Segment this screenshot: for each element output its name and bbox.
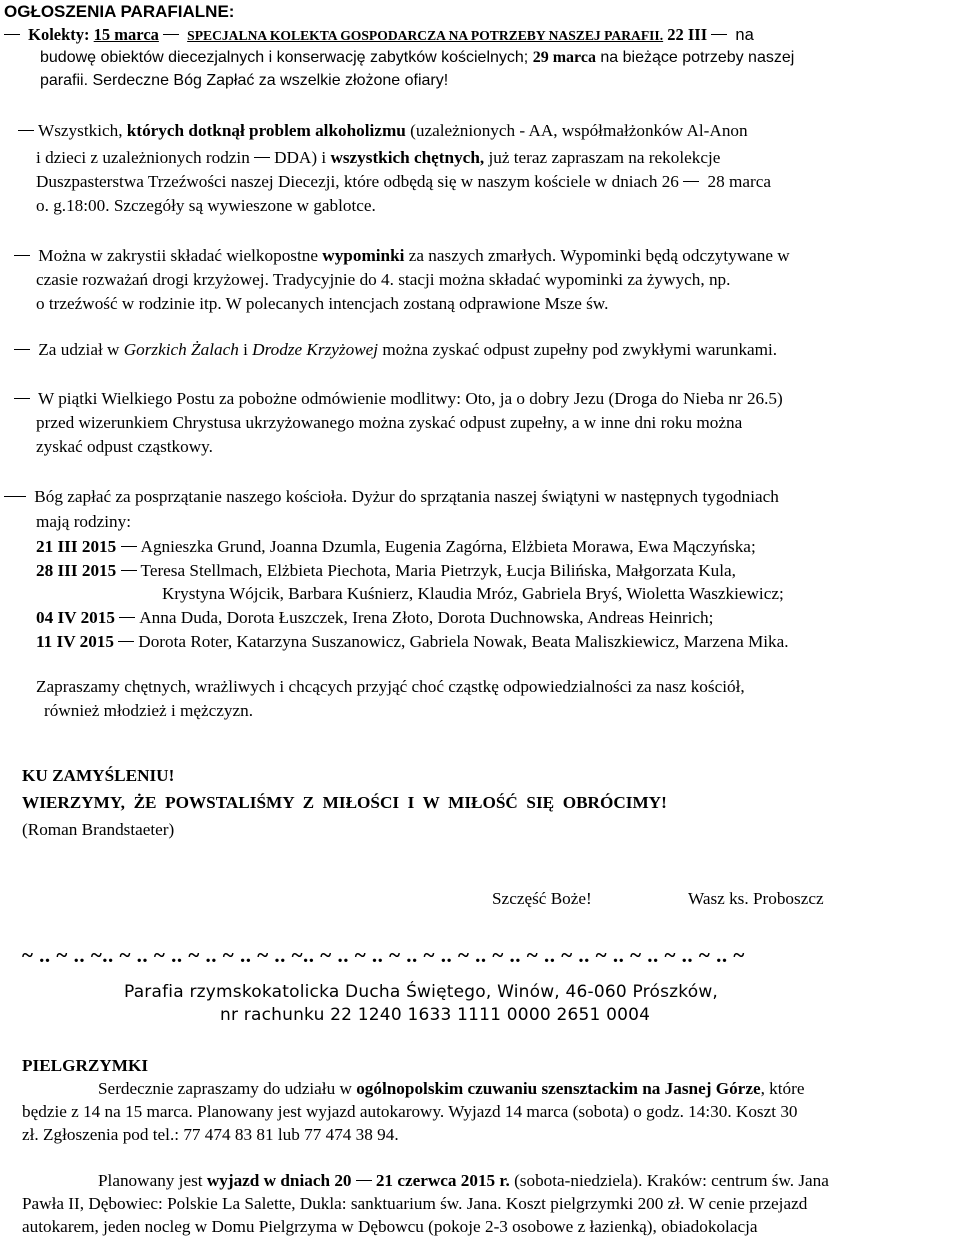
pielgrzymki-p2-line-1 (98, 1169, 829, 1192)
kolekty-line-1 (4, 23, 754, 47)
sprzatanie-row-4 (36, 630, 789, 653)
pielgrzymki-text: Planowany jest (98, 1171, 203, 1190)
sprzatanie-names: Dorota Roter, Katarzyna Suszanowicz, Gabriela Nowak, Beata Maliszkiewicz, Marzena Mika. (138, 632, 789, 651)
dash (254, 157, 270, 158)
alkohol-line-2 (36, 146, 720, 169)
odpust-italic: Drodze Krzyżowej (252, 340, 379, 359)
sprzatanie-names: Anna Duda, Dorota Łuszczek, Irena Złoto, Dorota Duchnowska, Andreas Heinrich; (139, 608, 714, 627)
wypominki-emph: wypominki (322, 246, 405, 265)
alkohol-text: (uzależnionych - AA, współmałżonków Al-Anon (410, 121, 748, 140)
alkohol-emph: wszystkich chętnych, (330, 148, 485, 167)
zamyslenie-title: KU ZAMYŚLENIU! (22, 766, 175, 785)
alkohol-text: już teraz zapraszam na rekolekcje (488, 148, 721, 167)
bullet-dash (4, 34, 20, 35)
piatki-line-1 (14, 387, 783, 410)
signature: Wasz ks. Proboszcz (688, 889, 824, 908)
sprzatanie-date: 11 IV 2015 (36, 632, 114, 651)
bullet-dash (14, 398, 30, 399)
piatki-line-3: zyskać odpust cząstkowy. (36, 437, 213, 456)
dash (711, 34, 727, 35)
pielgrzymki-p1-line-2: będzie z 14 na 15 marca. Planowany jest wyjazd autokarowy. Wyjazd 14 marca (sobota) o godz. 14:30. Koszt 30 (22, 1102, 798, 1121)
dash (683, 181, 699, 182)
sprzatanie-names: Teresa Stellmach, Elżbieta Piechota, Maria Pietrzyk, Łucja Bilińska, Małgorzata Kula, (140, 561, 736, 580)
pielgrzymki-p1-line-3: zł. Zgłoszenia pod tel.: 77 474 83 81 lub 77 474 38 94. (22, 1125, 399, 1144)
sprzatanie-text: Bóg zapłać za posprzątanie naszego kościoła. Dyżur do sprzątania naszej świątyni w następnych tygodniach (34, 487, 779, 506)
page-heading: OGŁOSZENIA PARAFIALNE: (4, 2, 235, 21)
bullet-dash (4, 496, 26, 497)
pielgrzymki-emph: ogólnopolskim czuwaniu szensztackim na Jasnej Górze (356, 1079, 761, 1098)
kolekty-date-1: 15 marca (93, 25, 159, 44)
sprzatanie-invite-2: również młodzież i mężczyzn. (44, 701, 254, 720)
pielgrzymki-emph: wyjazd w dniach 20 (206, 1171, 352, 1190)
kolekty-tail: na (735, 26, 754, 44)
pielgrzymki-text: (sobota-niedziela). Kraków: centrum św. Jana (514, 1171, 829, 1190)
bullet-dash (14, 255, 30, 256)
sprzatanie-row-2 (36, 559, 736, 582)
alkohol-text: i dzieci z uzależnionych rodzin (36, 148, 250, 167)
odpust-italic: Gorzkich Żalach (123, 340, 239, 359)
zamyslenie-quote: WIERZYMY, ŻE POWSTALIŚMY Z MIŁOŚCI I W MIŁOŚĆ SIĘ OBRÓCIMY! (22, 793, 667, 812)
alkohol-text: DDA) i (274, 148, 327, 167)
wypominki-text: za naszych zmarłych. Wypominki będą odczytywane w (408, 246, 790, 265)
greeting: Szczęść Boże! (492, 889, 592, 908)
bullet-dash (14, 349, 30, 350)
sprzatanie-date: 04 IV 2015 (36, 608, 115, 627)
alkohol-text: 28 marca (707, 172, 771, 191)
piatki-text: W piątki Wielkiego Postu za pobożne odmówienie modlitwy: Oto, ja o dobry Jezu (Droga do Nieba nr 26.5) (38, 389, 783, 408)
kolekty-label: Kolekty: (28, 25, 90, 44)
pielgrzymki-title: PIELGRZYMKI (22, 1056, 149, 1075)
dash (119, 617, 135, 618)
wypominki-line-1 (14, 244, 790, 267)
alkohol-line-3 (36, 170, 771, 193)
odpust-text: Za udział w (38, 340, 120, 359)
wypominki-text: Można w zakrystii składać wielkopostne (38, 246, 318, 265)
sprzatanie-row-1 (36, 535, 756, 558)
kolekty-text-2b: na bieżące potrzeby naszej (600, 49, 795, 66)
sprzatanie-row-3 (36, 606, 713, 629)
decorative-separator: ~ .. ~ .. ~.. ~ .. ~ .. ~ .. ~ .. ~ .. ~.. ~ .. ~ .. ~ .. ~ .. ~ .. ~ .. ~ .. ~ .. ~ .. ~ .. ~ .. ~ .. ~ (22, 943, 745, 967)
alkohol-line-1 (18, 119, 748, 142)
pielgrzymki-p1-line-1 (98, 1077, 805, 1100)
sprzatanie-date: 21 III 2015 (36, 537, 117, 556)
kolekty-line-3: parafii. Serdeczne Bóg Zapłać za wszelkie złożone ofiary! (40, 72, 449, 89)
zamyslenie-author: (Roman Brandstaeter) (22, 820, 175, 839)
sprzatanie-row-2b: Krystyna Wójcik, Barbara Kuśnierz, Klaudia Mróz, Gabriela Bryś, Wioletta Waszkiewicz; (162, 584, 784, 603)
alkohol-text: Duszpasterstwa Trzeźwości naszej Diecezji, które odbędą się w naszym kościele w dniach 26 (36, 172, 679, 191)
sprzatanie-names: Agnieszka Grund, Joanna Dzumla, Eugenia Zagórna, Elżbieta Morawa, Ewa Mączyńska; (140, 537, 756, 556)
dash (121, 546, 137, 547)
wypominki-line-3: o trzeźwość w rodzinie itp. W polecanych intencjach zostaną odprawione Msze św. (36, 294, 609, 313)
pielgrzymki-text: , które (760, 1079, 805, 1098)
dash (163, 34, 179, 35)
alkohol-emph: których dotknął problem alkoholizmu (126, 121, 406, 140)
parish-account: nr rachunku 22 1240 1633 1111 0000 2651 0004 (220, 1005, 651, 1025)
pielgrzymki-text: Serdecznie zapraszamy do udziału w (98, 1079, 352, 1098)
pielgrzymki-p2-line-3: autokarem, jeden nocleg w Domu Pielgrzyma w Dębowcu (pokoje 2-3 osobowe z łazienką), obiadokolacja (22, 1217, 758, 1236)
piatki-line-2: przed wizerunkiem Chrystusa ukrzyżowanego można zyskać odpust zupełny, a w inne dni roku można (36, 413, 743, 432)
wypominki-line-2: czasie rozważań drogi krzyżowej. Tradycyjnie do 4. stacji można składać wypominki za żywych, np. (36, 270, 731, 289)
alkohol-line-4: o. g.18:00. Szczegóły są wywieszone w gablotce. (36, 196, 376, 215)
alkohol-text: Wszystkich, (38, 121, 123, 140)
odpust-line (14, 338, 777, 361)
pielgrzymki-emph: 21 czerwca 2015 r. (375, 1171, 510, 1190)
parish-address: Parafia rzymskokatolicka Ducha Świętego, Winów, 46-060 Prószków, (124, 982, 719, 1002)
odpust-text: i (243, 340, 248, 359)
dash (356, 1180, 372, 1181)
dash (121, 570, 137, 571)
pielgrzymki-p2-line-2: Pawła II, Dębowiec: Polskie La Salette, Dukla: sanktuarium św. Jana. Koszt pielgrzymki 200 zł. W cenie przejazd (22, 1194, 808, 1213)
bullet-dash (18, 130, 34, 131)
kolekty-date-3: 29 marca (532, 49, 596, 66)
kolekty-date-2: 22 III (667, 25, 708, 44)
sprzatanie-invite-1: Zapraszamy chętnych, wrażliwych i chcących przyjąć choć cząstkę odpowiedzialności za nasz kościół, (36, 677, 745, 696)
kolekty-line-2 (40, 46, 794, 69)
sprzatanie-date: 28 III 2015 (36, 561, 117, 580)
kolekty-special: SPECJALNA KOLEKTA GOSPODARCZA NA POTRZEBY NASZEJ PARAFII. (187, 28, 664, 43)
sprzatanie-line-1 (4, 485, 779, 508)
odpust-text: można zyskać odpust zupełny pod zwykłymi warunkami. (382, 340, 778, 359)
sprzatanie-line-2: mają rodziny: (36, 512, 131, 531)
dash (118, 641, 134, 642)
kolekty-text-2a: budowę obiektów diecezjalnych i konserwację zabytków kościelnych; (40, 49, 529, 66)
